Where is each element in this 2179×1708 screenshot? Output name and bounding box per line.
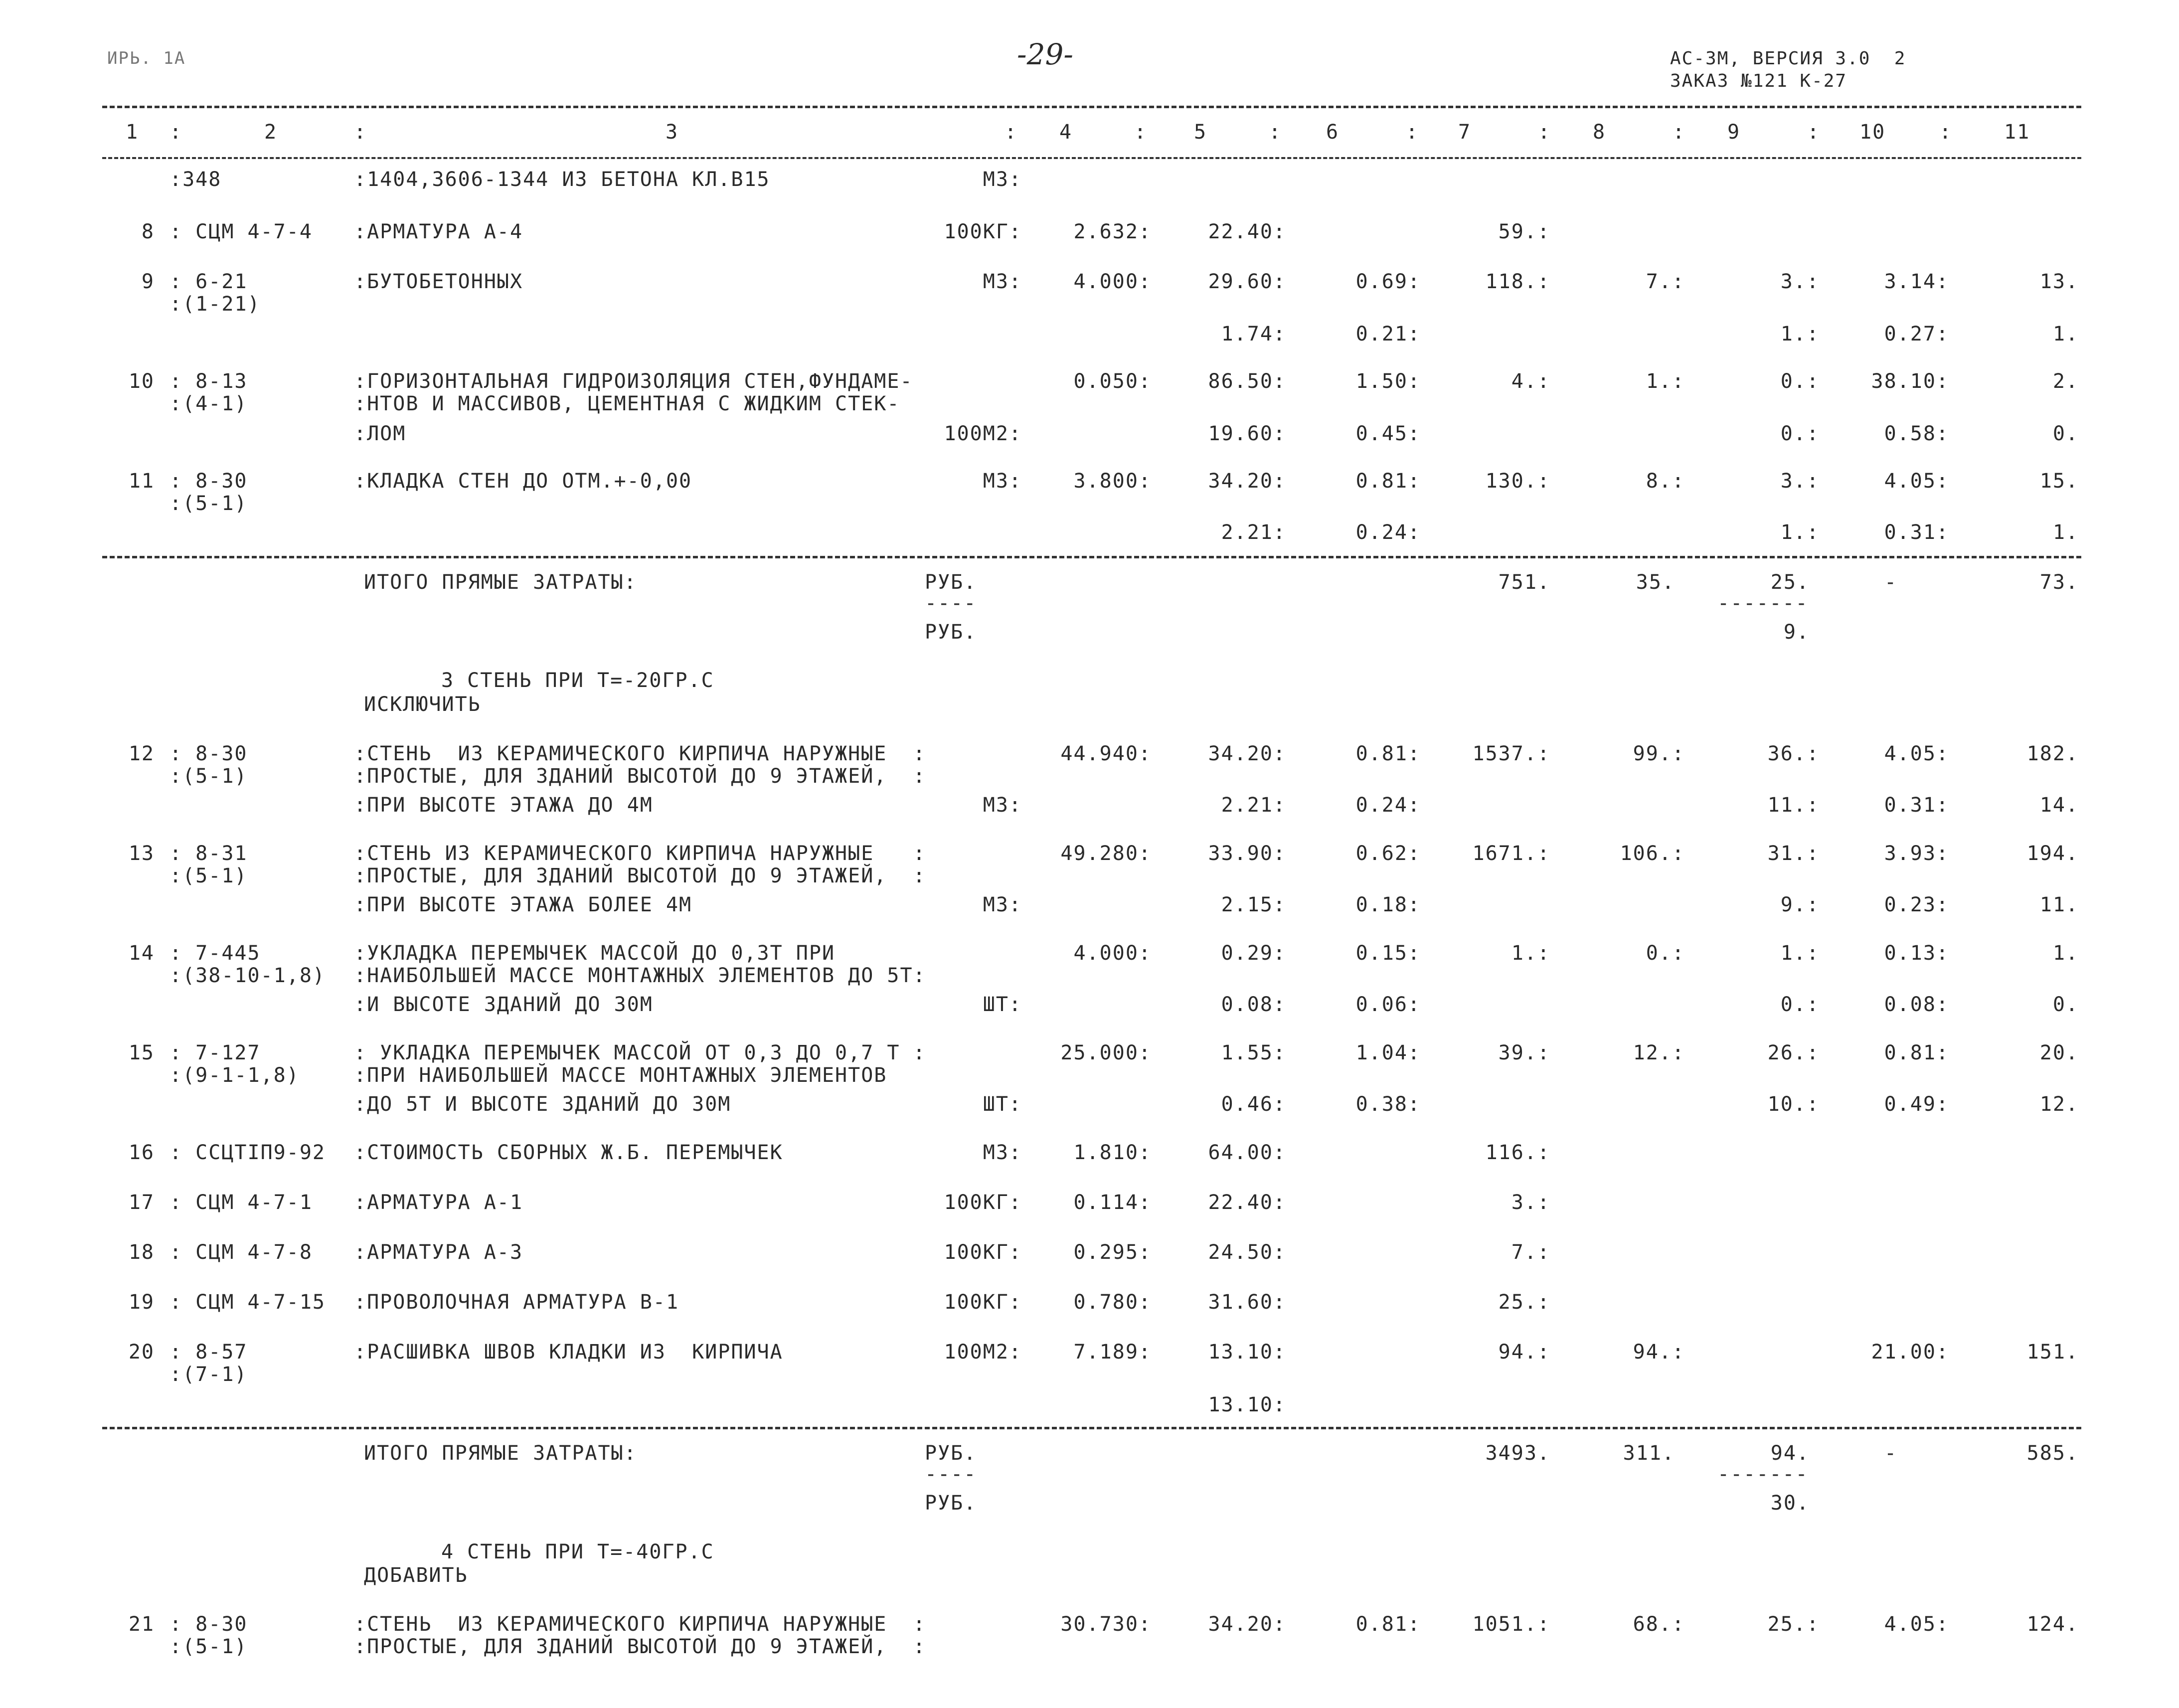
cell-col7: 94.:	[1498, 1341, 1550, 1364]
col-sep: :	[1134, 121, 1148, 144]
cell-col11: 194.	[2026, 842, 2079, 865]
row-description: :СТЕНЬ ИЗ КЕРАМИЧЕСКОГО КИРПИЧА НАРУЖНЫЕ :	[354, 842, 926, 865]
subcell-col6: 0.38:	[1355, 1093, 1421, 1116]
subcell-col11: 12.	[2039, 1093, 2079, 1116]
subcell-col9: 11.:	[1767, 794, 1820, 817]
row-code-ref: :(1-21)	[169, 293, 261, 316]
section-subtitle: ИСКЛЮЧИТЬ	[364, 693, 481, 716]
row-code: : СЦМ 4-7-15	[169, 1291, 326, 1314]
row-code: : 8-30	[169, 742, 248, 765]
cell-col5: 34.20:	[1208, 1613, 1286, 1636]
row-code-ref: :(38-10-1,8)	[169, 964, 326, 987]
cell-col11: 15.	[2039, 470, 2079, 493]
row-unit: 100КГ:	[944, 1291, 1022, 1314]
cell-col8: 106.:	[1620, 842, 1685, 865]
subcell-col10: 0.49:	[1884, 1093, 1949, 1116]
row-description: :ПРОСТЫЕ, ДЛЯ ЗДАНИЙ ВЫСОТОЙ ДО 9 ЭТАЖЕЙ, :	[354, 765, 926, 788]
cell-col7: 59.:	[1498, 220, 1550, 243]
cell-col8: 99.:	[1633, 742, 1685, 765]
subcell-col6: 0.24:	[1355, 521, 1421, 544]
cell-col6: 0.81:	[1355, 1613, 1421, 1636]
cell-col4: 44.940:	[1060, 742, 1152, 765]
cell-col7: 7.:	[1511, 1241, 1550, 1264]
row-description: :УКЛАДКА ПЕРЕМЫЧЕК МАССОЙ ДО 0,3Т ПРИ	[354, 942, 836, 965]
cell-col5: 64.00:	[1208, 1141, 1286, 1164]
cell-col11: 182.	[2026, 742, 2079, 765]
order-number: ЗАКАЗ №121 К-27	[1670, 71, 1847, 91]
subcell-col10: 0.31:	[1884, 521, 1949, 544]
total-col10: -	[1884, 1442, 1898, 1465]
subcell-col5: 0.08:	[1221, 993, 1286, 1016]
cell-col5: 24.50:	[1208, 1241, 1286, 1264]
cell-col11: 124.	[2026, 1613, 2079, 1636]
cell-col10: 3.14:	[1884, 270, 1949, 293]
subcell-col6: 0.18:	[1355, 893, 1421, 916]
col-header-8: 8	[1593, 121, 1606, 144]
subcell-col11: 1.	[2052, 521, 2079, 544]
row-description: :АРМАТУРА А-3	[354, 1241, 523, 1264]
col-sep: :	[1406, 121, 1419, 144]
cell-col4: 0.780:	[1073, 1291, 1152, 1314]
col-header-9: 9	[1727, 121, 1741, 144]
cell-col7: 4.:	[1511, 370, 1550, 393]
total-col10: -	[1884, 571, 1898, 594]
subcell-col9: 0.:	[1780, 993, 1820, 1016]
subcell-col10: 0.27:	[1884, 323, 1949, 345]
cell-col5: 1.55:	[1221, 1041, 1286, 1064]
row-description: :БУТОБЕТОННЫХ	[354, 270, 523, 293]
row-number: 20	[128, 1341, 155, 1364]
total-unit-separator: ----	[925, 592, 977, 615]
cell-col4: 4.000:	[1073, 270, 1152, 293]
cell-col5: 33.90:	[1208, 842, 1286, 865]
cell-col4: 7.189:	[1073, 1341, 1152, 1364]
row-code: : 8-13	[169, 370, 248, 393]
row-number: 9	[141, 270, 155, 293]
subcell-col9: 1.:	[1780, 323, 1820, 345]
row-unit: 100КГ:	[944, 1241, 1022, 1264]
cell-col8: 7.:	[1646, 270, 1685, 293]
cell-col5: 86.50:	[1208, 370, 1286, 393]
cell-col7: 116.:	[1485, 1141, 1550, 1164]
total-col7: 3493.	[1485, 1442, 1550, 1465]
row-description: :АРМАТУРА А-4	[354, 220, 523, 243]
subcell-col9: 10.:	[1767, 1093, 1820, 1116]
row-code-ref: :(7-1)	[169, 1363, 248, 1386]
cell-col6: 0.15:	[1355, 942, 1421, 965]
subcell-col5: 19.60:	[1208, 422, 1286, 445]
cell-col10: 38.10:	[1871, 370, 1949, 393]
cell-col10: 4.05:	[1884, 742, 1949, 765]
cell-col6: 1.50:	[1355, 370, 1421, 393]
cell-col6: 0.62:	[1355, 842, 1421, 865]
row-code: : СЦМ 4-7-4	[169, 220, 313, 243]
col-sep: :	[1939, 121, 1953, 144]
row-unit: 100М2:	[944, 422, 1022, 445]
cell-col8: 1.:	[1646, 370, 1685, 393]
row-unit: ШТ:	[983, 1093, 1022, 1116]
row-unit: М3:	[983, 1141, 1022, 1164]
row-unit: 100М2:	[944, 1341, 1022, 1364]
row-number: 21	[128, 1613, 155, 1636]
row-unit: М3:	[983, 168, 1022, 191]
col-header-3: 3	[666, 121, 679, 144]
cell-col5: 0.29:	[1221, 942, 1286, 965]
cell-col10: 3.93:	[1884, 842, 1949, 865]
cell-col7: 25.:	[1498, 1291, 1550, 1314]
total-col7: 751.	[1498, 571, 1550, 594]
total-col9: 25.	[1770, 571, 1810, 594]
row-code: : 7-445	[169, 942, 261, 965]
cell-col11: 20.	[2039, 1041, 2079, 1064]
cell-col9: 26.:	[1767, 1041, 1820, 1064]
cell-col5: 22.40:	[1208, 1191, 1286, 1214]
row-description: :ДО 5Т И ВЫСОТЕ ЗДАНИЙ ДО 30М	[354, 1093, 731, 1116]
cell-col4: 4.000:	[1073, 942, 1152, 965]
row-code-ref: :(9-1-1,8)	[169, 1064, 300, 1087]
col-header-11: 11	[2004, 121, 2030, 144]
row-number: 13	[128, 842, 155, 865]
row-description: :ГОРИЗОНТАЛЬНАЯ ГИДРОИЗОЛЯЦИЯ СТЕН,ФУНДАМЕ-	[354, 370, 913, 393]
cell-col10: 21.00:	[1871, 1341, 1949, 1364]
section-subtitle: ДОБАВИТЬ	[364, 1564, 468, 1587]
cell-col9: 3.:	[1780, 470, 1820, 493]
top-rule	[102, 106, 2081, 108]
row-code: : ССЦТIП9-92	[169, 1141, 326, 1164]
row-description: :НТОВ И МАССИВОВ, ЦЕМЕНТНАЯ С ЖИДКИМ СТЕК-	[354, 392, 900, 415]
row-description: :НАИБОЛЬШЕЙ МАССЕ МОНТАЖНЫХ ЭЛЕМЕНТОВ ДО 5Т:	[354, 964, 926, 987]
total-col11: 73.	[2039, 571, 2079, 594]
row-description: :ПРОВОЛОЧНАЯ АРМАТУРА В-1	[354, 1291, 679, 1314]
row-number: 18	[128, 1241, 155, 1264]
subcell-col5: 2.21:	[1221, 521, 1286, 544]
cell-col4: 2.632:	[1073, 220, 1152, 243]
cell-col4: 0.114:	[1073, 1191, 1152, 1214]
subcell-col5: 2.21:	[1221, 794, 1286, 817]
cell-col4: 49.280:	[1060, 842, 1152, 865]
cell-col10: 4.05:	[1884, 1613, 1949, 1636]
cell-col11: 13.	[2039, 270, 2079, 293]
row-unit: М3:	[983, 470, 1022, 493]
subcell-col6: 0.45:	[1355, 422, 1421, 445]
col-sep: :	[1538, 121, 1551, 144]
total-col9: 94.	[1770, 1442, 1810, 1465]
row-number: 11	[128, 470, 155, 493]
row-number: 14	[128, 942, 155, 965]
subcell-col10: 0.08:	[1884, 993, 1949, 1016]
row-description: :СТЕНЬ ИЗ КЕРАМИЧЕСКОГО КИРПИЧА НАРУЖНЫЕ :	[354, 742, 926, 765]
section-title: 3 СТЕНЬ ПРИ Т=-20ГР.С	[441, 669, 714, 692]
row-unit: 100КГ:	[944, 220, 1022, 243]
subcell-col5: 1.74:	[1221, 323, 1286, 345]
row-unit: М3:	[983, 794, 1022, 817]
col-header-1: 1	[126, 121, 139, 144]
cell-col9: 1.:	[1780, 942, 1820, 965]
row-description: :РАСШИВКА ШВОВ КЛАДКИ ИЗ КИРПИЧА	[354, 1341, 783, 1364]
col-sep: :	[169, 121, 183, 144]
header-left-code: ИРЬ. 1А	[107, 48, 186, 68]
subcell-col10: 0.58:	[1884, 422, 1949, 445]
cell-col5: 13.10:	[1208, 1341, 1286, 1364]
subcell-col9: 1.:	[1780, 521, 1820, 544]
col-header-4: 4	[1059, 121, 1073, 144]
subcell-col10: 0.23:	[1884, 893, 1949, 916]
cell-col8: 12.:	[1633, 1041, 1685, 1064]
row-code: : СЦМ 4-7-8	[169, 1241, 313, 1264]
total-col9-secondary: 30.	[1770, 1492, 1810, 1515]
cell-col9: 31.:	[1767, 842, 1820, 865]
cell-col4: 1.810:	[1073, 1141, 1152, 1164]
cell-col6: 0.69:	[1355, 270, 1421, 293]
cell-col5: 29.60:	[1208, 270, 1286, 293]
cell-col7: 130.:	[1485, 470, 1550, 493]
cell-col10: 4.05:	[1884, 470, 1949, 493]
subcell-col11: 11.	[2039, 893, 2079, 916]
row-unit: ШТ:	[983, 993, 1022, 1016]
row-description: :ЛОМ	[354, 422, 406, 445]
cell-col9: 36.:	[1767, 742, 1820, 765]
col-header-6: 6	[1326, 121, 1340, 144]
subcell-col11: 14.	[2039, 794, 2079, 817]
total-col11: 585.	[2026, 1442, 2079, 1465]
header-rule	[102, 157, 2081, 159]
cell-col4: 25.000:	[1060, 1041, 1152, 1064]
total-unit: РУБ.	[925, 1442, 977, 1465]
cell-col7: 1051.:	[1472, 1613, 1550, 1636]
row-code: : 8-57	[169, 1341, 248, 1364]
row-code: : 8-30	[169, 1613, 248, 1636]
cell-col11: 1.	[2052, 942, 2079, 965]
cell-col5: 34.20:	[1208, 742, 1286, 765]
cell-col9: 3.:	[1780, 270, 1820, 293]
cell-col4: 30.730:	[1060, 1613, 1152, 1636]
row-code: : 6-21	[169, 270, 248, 293]
total-label: ИТОГО ПРЯМЫЕ ЗАТРАТЫ:	[364, 1442, 637, 1465]
cell-col9: 25.:	[1767, 1613, 1820, 1636]
col-sep: :	[354, 121, 367, 144]
row-description: : УКЛАДКА ПЕРЕМЫЧЕК МАССОЙ ОТ 0,3 ДО 0,7 Т :	[354, 1041, 926, 1064]
row-code: : 8-30	[169, 470, 248, 493]
col-header-2: 2	[264, 121, 278, 144]
subcell-col9: 0.:	[1780, 422, 1820, 445]
row-code: : 7-127	[169, 1041, 261, 1064]
cell-col7: 39.:	[1498, 1041, 1550, 1064]
row-code: : 8-31	[169, 842, 248, 865]
row-number: 8	[141, 220, 155, 243]
row-number: 10	[128, 370, 155, 393]
page-number: -29-	[1017, 37, 1073, 71]
cell-col6: 0.81:	[1355, 742, 1421, 765]
cell-col7: 1.:	[1511, 942, 1550, 965]
row-code-ref: :(4-1)	[169, 392, 248, 415]
row-number: 12	[128, 742, 155, 765]
total-col9-secondary: 9.	[1783, 621, 1810, 644]
total-unit-secondary: РУБ.	[925, 1492, 977, 1515]
subcell-col10: 0.31:	[1884, 794, 1949, 817]
subcell-col5: 0.46:	[1221, 1093, 1286, 1116]
cell-col5: 34.20:	[1208, 470, 1286, 493]
cell-col5: 22.40:	[1208, 220, 1286, 243]
total-col9-separator: -------	[1717, 1463, 1809, 1486]
row-number: 16	[128, 1141, 155, 1164]
program-version: АС-3М, ВЕРСИЯ 3.0 2	[1670, 48, 1906, 69]
cell-col10: 0.13:	[1884, 942, 1949, 965]
cell-col8: 68.:	[1633, 1613, 1685, 1636]
row-unit: М3:	[983, 893, 1022, 916]
total-col8: 311.	[1623, 1442, 1675, 1465]
row-description: :АРМАТУРА А-1	[354, 1191, 523, 1214]
section-title: 4 СТЕНЬ ПРИ Т=-40ГР.С	[441, 1540, 714, 1563]
row-description: :1404,3606-1344 ИЗ БЕТОНА КЛ.В15	[354, 168, 770, 191]
cell-col8: 0.:	[1646, 942, 1685, 965]
row-description: :И ВЫСОТЕ ЗДАНИЙ ДО 30М	[354, 993, 653, 1016]
total-unit-secondary: РУБ.	[925, 621, 977, 644]
row-description: :ПРИ ВЫСОТЕ ЭТАЖА ДО 4М	[354, 794, 653, 817]
section-rule	[102, 1427, 2081, 1429]
total-label: ИТОГО ПРЯМЫЕ ЗАТРАТЫ:	[364, 571, 637, 594]
col-header-7: 7	[1458, 121, 1472, 144]
row-description: :ПРОСТЫЕ, ДЛЯ ЗДАНИЙ ВЫСОТОЙ ДО 9 ЭТАЖЕЙ, :	[354, 864, 926, 887]
row-unit: 100КГ:	[944, 1191, 1022, 1214]
cell-col7: 1671.:	[1472, 842, 1550, 865]
row-description: :ПРИ ВЫСОТЕ ЭТАЖА БОЛЕЕ 4М	[354, 893, 692, 916]
subcell-col9: 9.:	[1780, 893, 1820, 916]
subcell-col6: 0.06:	[1355, 993, 1421, 1016]
cell-col7: 1537.:	[1472, 742, 1550, 765]
row-unit: М3:	[983, 270, 1022, 293]
row-code: : СЦМ 4-7-1	[169, 1191, 313, 1214]
cell-col4: 3.800:	[1073, 470, 1152, 493]
cell-col8: 94.:	[1633, 1341, 1685, 1364]
row-code-ref: :(5-1)	[169, 864, 248, 887]
total-unit-separator: ----	[925, 1463, 977, 1486]
cell-col10: 0.81:	[1884, 1041, 1949, 1064]
cell-col7: 3.:	[1511, 1191, 1550, 1214]
subcell-col6: 0.24:	[1355, 794, 1421, 817]
row-number: 15	[128, 1041, 155, 1064]
cell-col11: 2.	[2052, 370, 2079, 393]
section-rule	[102, 556, 2081, 558]
row-number: 17	[128, 1191, 155, 1214]
cell-col5: 31.60:	[1208, 1291, 1286, 1314]
row-description: :СТЕНЬ ИЗ КЕРАМИЧЕСКОГО КИРПИЧА НАРУЖНЫЕ :	[354, 1613, 926, 1636]
cell-col8: 8.:	[1646, 470, 1685, 493]
total-col9-separator: -------	[1717, 592, 1809, 615]
row-code-ref: :(5-1)	[169, 1635, 248, 1658]
cell-col4: 0.050:	[1073, 370, 1152, 393]
col-header-10: 10	[1859, 121, 1886, 144]
col-sep: :	[1673, 121, 1686, 144]
total-col8: 35.	[1636, 571, 1675, 594]
row-code-ref: :(5-1)	[169, 492, 248, 515]
row-description: :КЛАДКА СТЕН ДО ОТМ.+-0,00	[354, 470, 692, 493]
row-number: 19	[128, 1291, 155, 1314]
subcell-col6: 0.21:	[1355, 323, 1421, 345]
subcell-col11: 0.	[2052, 422, 2079, 445]
subcell-col11: 0.	[2052, 993, 2079, 1016]
subcell-col11: 1.	[2052, 323, 2079, 345]
cell-col11: 151.	[2026, 1341, 2079, 1364]
row-description: :ПРОСТЫЕ, ДЛЯ ЗДАНИЙ ВЫСОТОЙ ДО 9 ЭТАЖЕЙ, :	[354, 1635, 926, 1658]
subcell-col5: 2.15:	[1221, 893, 1286, 916]
cell-col6: 1.04:	[1355, 1041, 1421, 1064]
col-sep: :	[1807, 121, 1821, 144]
row-code-ref: :(5-1)	[169, 765, 248, 788]
col-sep: :	[1005, 121, 1018, 144]
row-description: :СТОИМОСТЬ СБОРНЫХ Ж.Б. ПЕРЕМЫЧЕК	[354, 1141, 783, 1164]
row-description: :ПРИ НАИБОЛЬШЕЙ МАССЕ МОНТАЖНЫХ ЭЛЕМЕНТОВ	[354, 1064, 887, 1087]
cell-col4: 0.295:	[1073, 1241, 1152, 1264]
col-header-5: 5	[1194, 121, 1207, 144]
cell-col7: 118.:	[1485, 270, 1550, 293]
total-unit: РУБ.	[925, 571, 977, 594]
col-sep: :	[1269, 121, 1282, 144]
cell-col9: 0.:	[1780, 370, 1820, 393]
subcell-col5: 13.10:	[1208, 1393, 1286, 1416]
row-code: :348	[169, 168, 222, 191]
cell-col6: 0.81:	[1355, 470, 1421, 493]
